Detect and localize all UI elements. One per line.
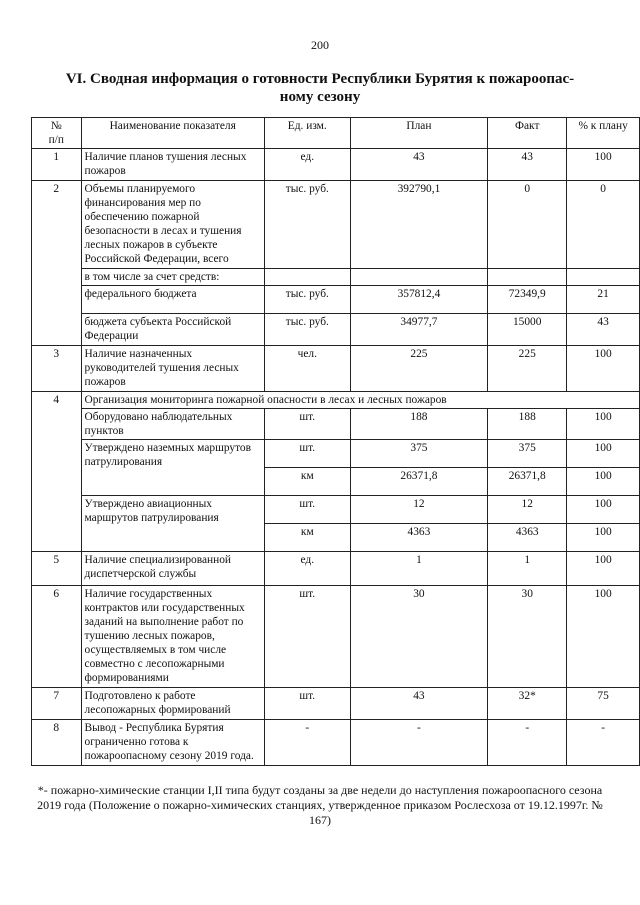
footnote: *- пожарно-химические станции I,II типа будут созданы за две недели до наступления пожароопасного сезона 2019 года (Положение о пожарно-химических станциях, утвержденное приказом Рослесхоза от 19.12.1997г. № 167) [37,783,603,827]
row-num: 4 [32,392,82,552]
row-plan: 4363 [350,524,488,552]
row-percent: 21 [567,286,640,314]
header-plan: План [350,118,488,149]
table-row [32,720,640,766]
table-row [32,149,640,181]
row-name: Организация мониторинга пожарной опасности в лесах и лесных пожаров [81,392,639,409]
row-plan: 34977,7 [350,314,488,346]
row-fact: 225 [488,346,567,392]
title-line-1: VI. Сводная информация о готовности Республики Бурятия к пожароопас- [65,71,575,87]
row-name: Утверждено авиационных маршрутов патрулирования [81,496,264,552]
header-name: Наименование показателя [81,118,264,149]
header-num: № п/п [32,118,82,149]
row-unit: - [264,720,350,766]
row-plan: 1 [350,552,488,586]
row-unit: шт. [264,586,350,688]
table-row [32,552,640,586]
row-num: 2 [32,181,82,346]
table-row [32,269,640,286]
row-fact: 43 [488,149,567,181]
row-name: Подготовлено к работе лесопожарных формирований [81,688,264,720]
row-plan: 188 [350,409,488,440]
row-plan: - [350,720,488,766]
row-plan: 43 [350,688,488,720]
row-name: Наличие планов тушения лесных пожаров [81,149,264,181]
table-row [32,440,640,468]
row-plan: 26371,8 [350,468,488,496]
table-row [32,314,640,346]
row-num: 7 [32,688,82,720]
header-fact: Факт [488,118,567,149]
row-fact: 1 [488,552,567,586]
row-fact: 72349,9 [488,286,567,314]
row-percent: 43 [567,314,640,346]
row-percent: 100 [567,409,640,440]
row-num: 1 [32,149,82,181]
row-fact: 188 [488,409,567,440]
row-num: 5 [32,552,82,586]
readiness-table [31,117,640,766]
row-plan: 12 [350,496,488,524]
row-name: Объемы планируемого финансирования мер по обеспечению пожарной безопасности в лесах и тушения лесных пожаров в субъекте Российской Федерации, всего [81,181,264,269]
header-percent: % к плану [567,118,640,149]
row-name: Вывод - Республика Бурятия ограниченно готова к пожароопасному сезону 2019 года. [81,720,264,766]
row-name: федерального бюджета [81,286,264,314]
row-unit: шт. [264,496,350,524]
row-sub-note: в том числе за счет средств: [81,269,264,286]
table-row [32,586,640,688]
row-unit: ед. [264,552,350,586]
row-unit: шт. [264,409,350,440]
header-unit: Ед. изм. [264,118,350,149]
row-unit: км [264,524,350,552]
row-percent: - [567,720,640,766]
table-row [32,181,640,269]
row-percent: 100 [567,149,640,181]
row-name: Оборудовано наблюдательных пунктов [81,409,264,440]
table-row [32,392,640,409]
row-fact: 4363 [488,524,567,552]
row-unit: тыс. руб. [264,181,350,269]
table-row [32,688,640,720]
row-num: 3 [32,346,82,392]
row-percent: 100 [567,440,640,468]
row-percent: 100 [567,524,640,552]
row-percent: 100 [567,468,640,496]
row-plan: 30 [350,586,488,688]
row-unit: чел. [264,346,350,392]
row-num: 8 [32,720,82,766]
row-fact: 32* [488,688,567,720]
table-row [32,286,640,314]
row-unit: км [264,468,350,496]
row-plan: 375 [350,440,488,468]
row-percent: 100 [567,346,640,392]
row-unit: шт. [264,440,350,468]
row-plan: 225 [350,346,488,392]
page-number: 200 [311,38,329,52]
row-name: Наличие специализированной диспетчерской службы [81,552,264,586]
table-header-row [32,118,640,149]
row-percent: 75 [567,688,640,720]
row-fact: 0 [488,181,567,269]
table-row [32,409,640,440]
row-percent: 100 [567,552,640,586]
row-fact: 12 [488,496,567,524]
row-name: Утверждено наземных маршрутов патрулирования [81,440,264,496]
row-fact: 375 [488,440,567,468]
row-name: Наличие государственных контрактов или государственных заданий на выполнение работ по тушению лесных пожаров, осуществляемых в том числе совместно с лесопожарными формированиями [81,586,264,688]
row-fact: - [488,720,567,766]
row-plan: 392790,1 [350,181,488,269]
row-unit: тыс. руб. [264,314,350,346]
row-percent: 100 [567,496,640,524]
row-unit: ед. [264,149,350,181]
table-row [32,496,640,524]
table-row [32,346,640,392]
row-fact: 26371,8 [488,468,567,496]
title-line-2: ному сезону [279,89,361,105]
row-plan: 43 [350,149,488,181]
row-fact: 30 [488,586,567,688]
row-unit: тыс. руб. [264,286,350,314]
row-num: 6 [32,586,82,688]
row-plan: 357812,4 [350,286,488,314]
page-title [60,70,580,106]
row-fact: 15000 [488,314,567,346]
row-percent: 0 [567,181,640,269]
row-unit: шт. [264,688,350,720]
row-name: бюджета субъекта Российской Федерации [81,314,264,346]
row-name: Наличие назначенных руководителей тушения лесных пожаров [81,346,264,392]
row-percent: 100 [567,586,640,688]
